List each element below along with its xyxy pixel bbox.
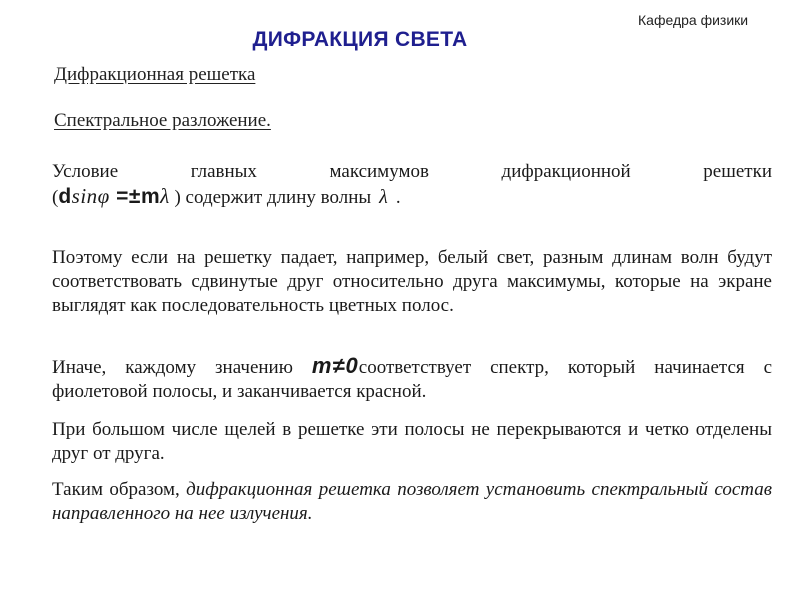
condition-line1: Условие главных максимумов дифракционной решетки: [52, 161, 772, 182]
grating-formula: dsinφ =±mλ: [58, 184, 170, 208]
subheading-spectral: Спектральное разложение.: [54, 110, 271, 131]
condition-line2: (dsinφ =±mλ ) содержит длину волны λ .: [52, 184, 401, 208]
paragraph-condition: [52, 160, 772, 210]
paragraph-many-slits: При большом числе щелей в решетке эти полосы не перекрываются и четко отделены друг от друга.: [52, 419, 772, 464]
paragraph-otherwise: [52, 354, 772, 404]
otherwise-start: Иначе, каждому значению: [52, 357, 293, 378]
subheading-grating: Дифракционная решетка: [54, 64, 256, 85]
page-title: ДИФРАКЦИЯ СВЕТА: [252, 28, 468, 51]
paragraph-white-light: Поэтому если на решетку падает, например, белый свет, разным длинам волн будут соответствовать сдвинутые друг относительно друга максимумы, которые на экране выглядят как последовательность цветных полос.: [52, 247, 772, 316]
condition-open-paren: (: [52, 187, 59, 208]
department-label: Кафедра физики: [638, 12, 749, 28]
conclusion-start: Таким образом,: [52, 479, 180, 500]
otherwise-end: соответствует спектр, который начинается с фиолетовой полосы, и заканчивается красной.: [52, 357, 773, 402]
condition-rest: ) содержит длину волны: [174, 187, 372, 208]
conclusion-italic: дифракционная решетка позволяет установить спектральный состав направленного на нее излучения.: [52, 479, 772, 524]
lambda-symbol: λ: [379, 186, 388, 208]
paragraph-conclusion: [52, 478, 772, 526]
m-not-equal-zero: m≠0: [311, 353, 359, 378]
